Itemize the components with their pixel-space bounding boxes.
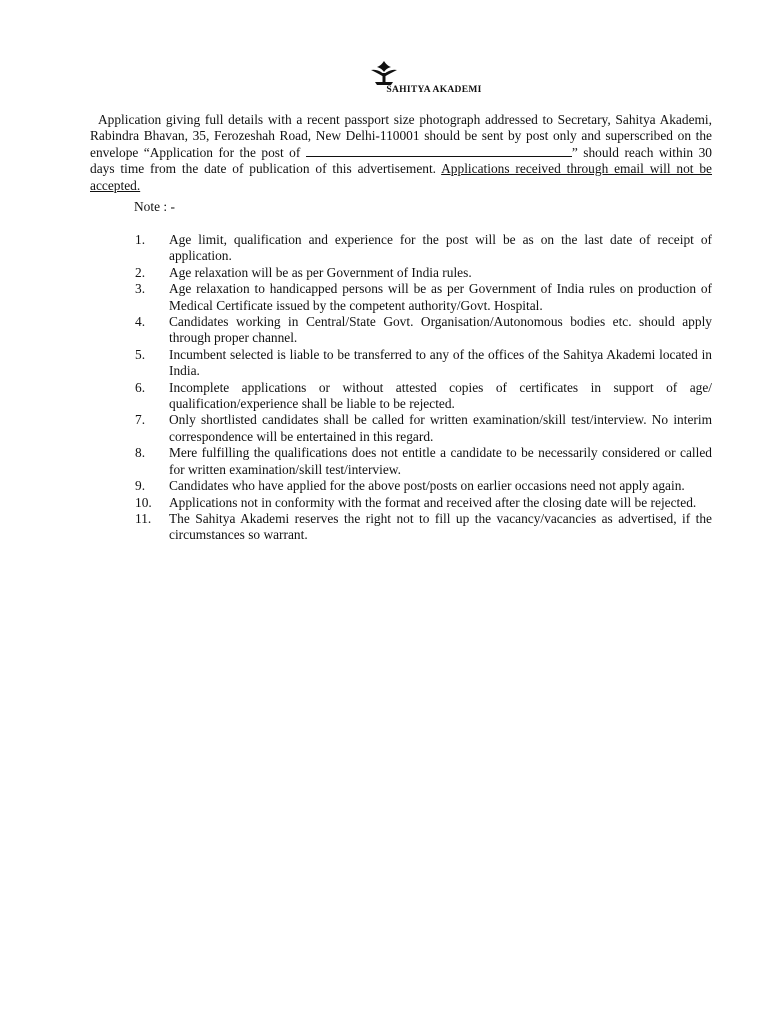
application-instructions bbox=[90, 112, 712, 194]
note-number: 11. bbox=[135, 510, 152, 526]
note-number: 9. bbox=[135, 478, 146, 494]
note-text: Age relaxation will be as per Government of India rules. bbox=[169, 264, 472, 280]
note-number: 8. bbox=[135, 445, 146, 461]
note-text: The Sahitya Akademi reserves the right not to fill up the vacancy/vacancies as advertised, if the circumstances so warrant. bbox=[169, 510, 712, 543]
note-item bbox=[90, 412, 712, 445]
intro-text-part1: Application giving full details with a recent passport size photograph addressed to Secretary, Sahitya Akademi, Rabindra Bhavan, 35, Ferozeshah Road, New Delhi-110001 should be sent by post only and superscribed on the envelope “Application for the post of bbox=[90, 112, 712, 160]
note-number: 6. bbox=[135, 379, 146, 395]
note-number: 10. bbox=[135, 494, 152, 510]
note-text: Age limit, qualification and experience for the post will be as on the last date of receipt of application. bbox=[169, 232, 712, 264]
organization-name: SAHITYA AKADEMI bbox=[386, 85, 482, 95]
note-item bbox=[90, 445, 712, 478]
note-item bbox=[90, 281, 712, 314]
note-item bbox=[90, 314, 712, 347]
post-name-blank-line bbox=[306, 145, 572, 157]
note-item bbox=[90, 495, 712, 511]
intro-text-part2: ” should reach within 30 days time from the date of publication of this advertisement. bbox=[90, 144, 712, 177]
note-text: Candidates working in Central/State Govt. Organisation/Autonomous bodies etc. should apply through proper channel. bbox=[169, 314, 712, 346]
note-item bbox=[90, 380, 712, 413]
note-item bbox=[90, 347, 712, 380]
email-not-accepted-notice: Applications received through email will not be accepted. bbox=[90, 161, 712, 193]
note-text: Candidates who have applied for the above post/posts on earlier occasions need not apply again. bbox=[169, 478, 685, 494]
note-number: 3. bbox=[135, 281, 146, 297]
note-text: Incomplete applications or without attested copies of certificates in support of age/ qualification/experience shall be liable to be rejected. bbox=[169, 379, 712, 412]
notes-list bbox=[90, 232, 712, 544]
letterhead bbox=[0, 60, 768, 96]
note-item bbox=[90, 232, 712, 265]
note-number: 5. bbox=[135, 346, 146, 362]
note-item bbox=[90, 478, 712, 494]
note-number: 7. bbox=[135, 412, 146, 428]
note-item bbox=[90, 511, 712, 544]
note-text: Applications not in conformity with the format and received after the closing date will be rejected. bbox=[169, 494, 697, 510]
note-number: 1. bbox=[135, 232, 146, 247]
note-text: Age relaxation to handicapped persons will be as per Government of India rules on production of Medical Certificate issued by the competent authority/Govt. Hospital. bbox=[169, 281, 712, 313]
note-heading: Note : - bbox=[134, 199, 175, 214]
note-text: Incumbent selected is liable to be transferred to any of the offices of the Sahitya Akademi located in India. bbox=[169, 346, 712, 379]
note-text: Mere fulfilling the qualifications does not entitle a candidate to be necessarily considered or called for written examination/skill test/interview. bbox=[169, 445, 712, 477]
note-text: Only shortlisted candidates shall be called for written examination/skill test/interview. No interim correspondence will be entertained in this regard. bbox=[169, 412, 712, 444]
sahitya-akademi-emblem-icon bbox=[369, 60, 399, 86]
note-item bbox=[90, 265, 712, 281]
note-number: 4. bbox=[135, 314, 146, 330]
note-number: 2. bbox=[135, 264, 146, 280]
